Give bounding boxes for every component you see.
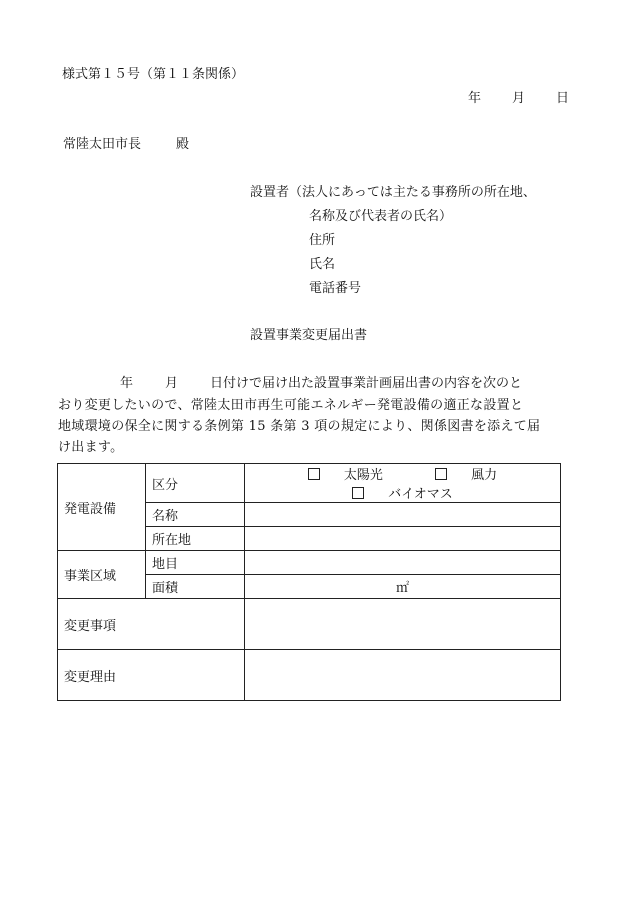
body-line-4: け出ます。 xyxy=(58,440,124,455)
checkbox-icon[interactable] xyxy=(352,487,364,499)
table-row xyxy=(58,551,561,575)
facility-name-label: 名称 xyxy=(146,503,245,527)
area-size-field[interactable] xyxy=(245,575,561,599)
changes-label: 変更事項 xyxy=(58,599,245,650)
table-row xyxy=(58,650,561,701)
addressee-name: 常陸太田市長 xyxy=(63,137,142,152)
body-month: 月 xyxy=(165,376,179,391)
applicant-label: 設置者（法人にあっては主たる事務所の所在地、 xyxy=(250,185,536,200)
facility-location-label: 所在地 xyxy=(146,527,245,551)
applicant-address-label: 住所 xyxy=(309,233,336,248)
facility-header: 発電設備 xyxy=(58,464,146,551)
facility-location-field[interactable] xyxy=(245,527,561,551)
date-year: 年 xyxy=(468,91,482,106)
date-month: 月 xyxy=(512,91,526,106)
body-line-3: 地域環境の保全に関する条例第 15 条第 3 項の規定により、関係図書を添えて届 xyxy=(58,419,541,434)
facility-type-label: 区分 xyxy=(146,464,245,503)
body-line-2: おり変更したいので、常陸太田市再生可能エネルギー発電設備の適正な設置と xyxy=(58,398,524,413)
reason-label: 変更理由 xyxy=(58,650,245,701)
option-biomass-label: バイオマス xyxy=(388,487,453,502)
table-row xyxy=(58,599,561,650)
body-line-1: 日付けで届け出た設置事業計画届出書の内容を次のと xyxy=(210,376,523,391)
facility-name-field[interactable] xyxy=(245,503,561,527)
reason-field[interactable] xyxy=(245,650,561,701)
body-year: 年 xyxy=(120,376,134,391)
changes-field[interactable] xyxy=(245,599,561,650)
option-solar-label: 太陽光 xyxy=(343,468,383,483)
land-category-field[interactable] xyxy=(245,551,561,575)
addressee-honorific: 殿 xyxy=(176,137,190,152)
area-size-label: 面積 xyxy=(146,575,245,599)
option-wind-label: 風力 xyxy=(471,468,498,483)
option-biomass[interactable] xyxy=(340,483,465,502)
area-size-unit: ㎡ xyxy=(395,581,409,596)
checkbox-icon[interactable] xyxy=(308,468,320,480)
applicant-phone-label: 電話番号 xyxy=(309,281,362,296)
table-row xyxy=(58,464,561,503)
form-number: 様式第１５号（第１１条関係） xyxy=(62,67,245,82)
checkbox-icon[interactable] xyxy=(435,468,447,480)
change-form-table xyxy=(57,463,561,701)
facility-type-options xyxy=(245,464,561,503)
area-header: 事業区域 xyxy=(58,551,146,599)
document-title: 設置事業変更届出書 xyxy=(250,328,368,343)
option-solar[interactable] xyxy=(296,464,395,483)
applicant-label-cont: 名称及び代表者の氏名） xyxy=(309,209,453,224)
applicant-name-label: 氏名 xyxy=(309,257,336,272)
land-category-label: 地目 xyxy=(146,551,245,575)
date-day: 日 xyxy=(556,91,570,106)
option-wind[interactable] xyxy=(423,464,509,483)
